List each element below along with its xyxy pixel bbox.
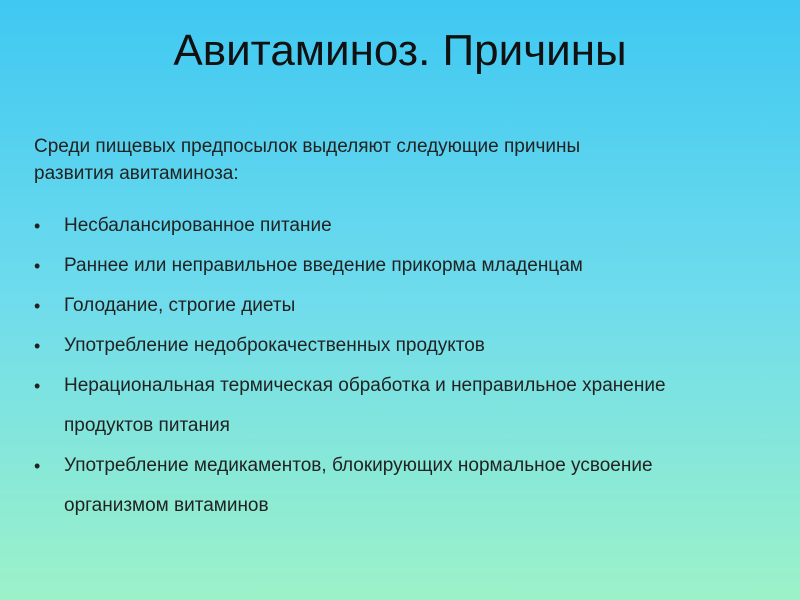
intro-line: Среди пищевых предпосылок выделяют следующие причины	[34, 136, 581, 157]
list-item	[34, 246, 784, 286]
bullet-icon: •	[34, 376, 41, 396]
list-item	[34, 326, 784, 366]
intro-line: развития авитаминоза:	[34, 163, 239, 184]
bullet-icon: •	[34, 256, 41, 276]
list-item-text: Раннее или неправильное введение прикорма младенцам	[64, 255, 583, 276]
bullet-icon: •	[34, 336, 41, 356]
intro-text	[34, 133, 754, 187]
list-item-text-continuation: организмом витаминов	[64, 495, 269, 516]
list-item	[34, 286, 784, 326]
list-item-text: Нерациональная термическая обработка и неправильное хранение	[64, 375, 666, 396]
list-item	[34, 446, 784, 526]
list-item	[34, 366, 784, 446]
causes-list	[34, 206, 784, 526]
bullet-icon: •	[34, 216, 41, 236]
bullet-icon: •	[34, 296, 41, 316]
slide-title: Авитаминоз. Причины	[173, 26, 627, 75]
list-item-text: Несбалансированное питание	[64, 215, 332, 236]
list-item-text: Употребление медикаментов, блокирующих нормальное усвоение	[64, 455, 653, 476]
list-item-text-continuation: продуктов питания	[64, 415, 230, 436]
list-item-text: Голодание, строгие диеты	[64, 295, 296, 316]
list-item	[34, 206, 784, 246]
bullet-icon: •	[34, 456, 41, 476]
list-item-text: Употребление недоброкачественных продуктов	[64, 335, 485, 356]
